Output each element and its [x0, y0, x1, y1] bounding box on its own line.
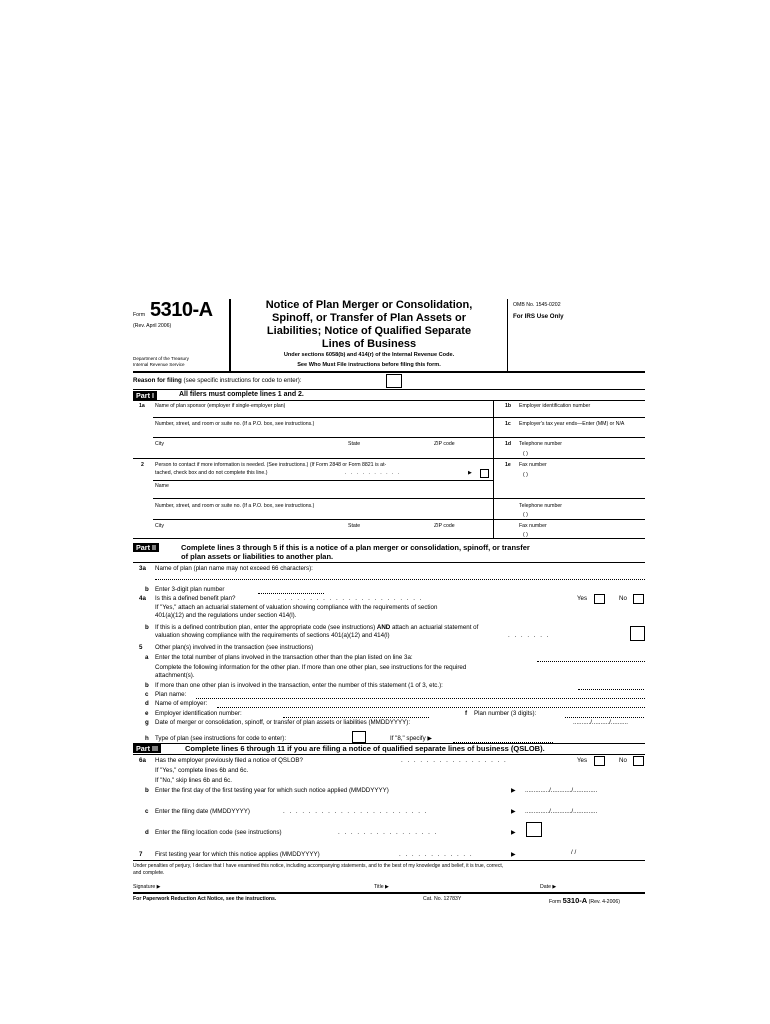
line-1c-number: 1c	[505, 421, 511, 427]
line-6d-leader: . . . . . . . . . . . . . . . .	[338, 829, 438, 836]
form-number: 5310-A	[150, 299, 213, 321]
line-1e-label: Fax number	[519, 462, 547, 468]
line-6c-leader: . . . . . . . . . . . . . . . . . . . . . . .	[283, 808, 428, 815]
contact-name-label: Name	[155, 483, 169, 489]
row-rule	[153, 437, 645, 438]
line-3b-number: b	[145, 586, 149, 593]
perjury-statement-1: Under penalties of perjury, I declare that I have examined this notice, including accompanying statements, and to the best of my knowledge and belief, it is true, correct,	[133, 863, 504, 869]
contact-state-label: State	[348, 523, 361, 529]
arrow-icon: ▶	[468, 470, 472, 476]
contact-fax-area-code: ( )	[523, 532, 528, 538]
line-1e-number: 1e	[505, 462, 511, 468]
contact-phone-area-code: ( )	[523, 512, 528, 518]
line-6d-number: d	[145, 829, 149, 836]
line-4a-instruction-1: If "Yes," attach an actuarial statement of valuation showing compliance with the requirements of section	[155, 604, 438, 611]
title-label: Title ▶	[374, 884, 390, 890]
line-2-label-1: Person to contact if more information is needed. (See instructions.) (If Form 2848 or Form 8821 is at-	[155, 462, 387, 468]
line-3a-label: Name of plan (plan name may not exceed 66 characters):	[155, 565, 313, 572]
form-5310a	[133, 299, 645, 907]
footer-rule	[133, 892, 645, 894]
line-4b-label-2: valuation showing compliance with the requirements of sections 401(a)(12) and 414(l)	[155, 632, 390, 639]
row-rule	[153, 498, 645, 499]
line-4a-yes-label: Yes	[577, 595, 588, 602]
line-5d-field[interactable]	[217, 707, 645, 708]
contact-fax-label: Fax number	[519, 523, 547, 529]
arrow-icon: ▶	[511, 808, 516, 815]
line-6a-no-checkbox[interactable]	[633, 756, 644, 766]
department-label: Department of the Treasury	[133, 356, 189, 361]
row-rule	[153, 480, 493, 481]
form-subtitle-1: Under sections 6058(b) and 414(r) of the Internal Revenue Code.	[283, 352, 455, 358]
line-7-label: First testing year for which this notice applies (MMDDYYYY)	[155, 851, 320, 858]
line-3b-label: Enter 3-digit plan number	[155, 586, 225, 593]
line-1a-label: Name of plan sponsor (employer if single-employer plan)	[155, 403, 286, 409]
line-5-number: 5	[139, 644, 143, 651]
line-2-label-2: tached, check box and do not complete this line.)	[155, 470, 268, 476]
line-7-date-field[interactable]: / /	[571, 849, 577, 856]
line-4b-number: b	[145, 624, 149, 631]
line-5c-field[interactable]	[196, 698, 645, 699]
line-5g-date-field[interactable]: ........../........../..........	[573, 719, 629, 726]
line-5b-field[interactable]	[578, 689, 644, 690]
line-6a-leader: . . . . . . . . . . . . . . . . .	[401, 757, 508, 764]
plan-number-field[interactable]	[258, 593, 324, 594]
line-zip-label: ZIP code	[434, 441, 455, 447]
line-street-label: Number, street, and room or suite no. (If a P.O. box, see instructions.)	[155, 421, 315, 427]
line-1d-label: Telephone number	[519, 441, 562, 447]
part1-bottom-rule	[133, 538, 645, 539]
plan-name-field[interactable]	[155, 579, 645, 580]
date-label: Date ▶	[540, 884, 557, 890]
contact-zip-label: ZIP code	[434, 523, 455, 529]
arrow-icon: ▶	[511, 787, 516, 794]
form-subtitle-2: See Who Must File instructions before filing this form.	[297, 362, 441, 368]
part2-title-2: of plan assets or liabilities to another plan.	[181, 552, 334, 561]
arrow-icon: ▶	[511, 851, 516, 858]
part1-tag: Part I	[133, 391, 157, 400]
line-1a-number: 1a	[139, 403, 145, 409]
paperwork-notice: For Paperwork Reduction Act Notice, see the instructions.	[133, 896, 277, 902]
line-1b-number: 1b	[505, 403, 512, 409]
part2-title-1: Complete lines 3 through 5 if this is a notice of a plan merger or consolidation, spinoff, or transfer	[181, 543, 530, 552]
signature-label: Signature ▶	[133, 884, 161, 890]
catalog-number: Cat. No. 12783Y	[423, 896, 462, 902]
line-6d-label: Enter the filing location code (see instructions)	[155, 829, 282, 836]
line-6b-label: Enter the first day of the first testing year for which such notice applied (MMDDYYYY)	[155, 787, 389, 794]
line-6a-label: Has the employer previously filed a notice of QSLOB?	[155, 757, 303, 764]
line-5e-number: e	[145, 710, 149, 717]
footer-form-label: Form 5310-A (Rev. 4-2006)	[549, 896, 620, 905]
line-6c-number: c	[145, 808, 149, 815]
line-6b-date-field[interactable]: ............../............/..............	[525, 787, 598, 794]
line-5f-number: f	[465, 710, 468, 717]
line-4a-no-label: No	[619, 595, 627, 602]
line-5c-number: c	[145, 691, 149, 698]
line-4a-instruction-2: 401(a)(12) and the regulations under section 414(l).	[155, 612, 297, 619]
phone-area-code: ( )	[523, 451, 528, 457]
line-5f-field[interactable]	[565, 717, 644, 718]
part3-tag: Part III	[133, 744, 161, 753]
row-rule	[153, 519, 645, 520]
line-4a-label: Is this a defined benefit plan?	[155, 595, 236, 602]
form-label: Form	[133, 312, 146, 318]
line-6a-instruction-1: If "Yes," complete lines 6b and 6c.	[155, 767, 249, 774]
line-5c-label: Plan name:	[155, 691, 187, 698]
complete-instruction-2: attachment(s).	[155, 672, 195, 679]
reason-code-box[interactable]	[386, 374, 402, 388]
line-city-label: City	[155, 441, 164, 447]
line-4a-yes-checkbox[interactable]	[594, 594, 605, 604]
line-state-label: State	[348, 441, 361, 447]
line-6d-location-box[interactable]	[526, 822, 542, 837]
contact-city-label: City	[155, 523, 164, 529]
form-2848-checkbox[interactable]	[480, 469, 489, 478]
line-5g-label: Date of merger or consolidation, spinoff, or transfer of plan assets or liabilities (MMDDYYYY):	[155, 719, 411, 726]
arrow-icon: ▶	[511, 829, 516, 836]
line-6a-instruction-2: If "No," skip lines 6b and 6c.	[155, 777, 232, 784]
line-1c-label: Employer's tax year ends—Enter (MM) or N/A	[519, 421, 625, 427]
reason-for-filing: Reason for filing (see specific instructions for code to enter):	[133, 377, 302, 384]
line-4b-leader: . . . . . . .	[508, 632, 550, 639]
part2-tag: Part II	[133, 543, 159, 552]
line-5b-label: If more than one other plan is involved in the transaction, enter the number of this statement (1 of 3, etc.):	[155, 682, 443, 689]
line-6a-yes-checkbox[interactable]	[594, 756, 605, 766]
perjury-statement-2: and complete.	[133, 870, 165, 876]
signature-top-rule	[133, 860, 645, 861]
header-divider-right	[507, 299, 508, 371]
form-revision: (Rev. April 2006)	[133, 323, 172, 329]
part3-title-rule	[133, 754, 645, 755]
line-5g-number: g	[145, 719, 149, 726]
line-5d-number: d	[145, 700, 149, 707]
line-5b-number: b	[145, 682, 149, 689]
line-5a-number: a	[145, 654, 149, 661]
part1-column-divider	[493, 400, 494, 538]
line-4b-label-1: If this is a defined contribution plan, enter the appropriate code (see instructions) AND attach an actuarial statement of	[155, 624, 479, 631]
line-6c-label: Enter the filing date (MMDDYYYY)	[155, 808, 250, 815]
part1-title: All filers must complete lines 1 and 2.	[179, 391, 304, 398]
line-6c-date-field[interactable]: ............../............/..............	[525, 808, 598, 815]
part1-top-rule	[133, 389, 645, 390]
line-5h-label: Type of plan (see instructions for code to enter):	[155, 735, 287, 742]
row-rule	[133, 458, 645, 459]
row-rule	[153, 417, 645, 418]
line-5h-specify-label: If "8," specify ▶	[390, 735, 433, 742]
line-5-label: Other plan(s) involved in the transaction (see instructions)	[155, 644, 314, 651]
line-6a-number: 6a	[139, 757, 146, 764]
fax-area-code: ( )	[523, 472, 528, 478]
line-4b-code-box[interactable]	[630, 626, 645, 641]
line-2-number: 2	[141, 462, 144, 468]
part1-title-rule	[133, 400, 645, 401]
line-5h-code-box[interactable]	[352, 731, 366, 743]
line-5e-label: Employer identification number:	[155, 710, 242, 717]
contact-telephone-label: Telephone number	[519, 503, 562, 509]
line-1b-label: Employer identification number	[519, 403, 591, 409]
irs-label: Internal Revenue Service	[133, 362, 185, 367]
line-3a-number: 3a	[139, 565, 146, 572]
line-5f-label: Plan number (3 digits):	[474, 710, 537, 717]
part3-title: Complete lines 6 through 11 if you are filing a notice of qualified separate lines of business (QSLOB).	[185, 744, 545, 753]
line-5a-label: Enter the total number of plans involved in the transaction other than the plan listed on line 3a:	[155, 654, 413, 661]
irs-use-label: For IRS Use Only	[513, 313, 564, 320]
part2-title-rule	[133, 562, 645, 563]
line-6a-yes-label: Yes	[577, 757, 588, 764]
line-5h-number: h	[145, 735, 149, 742]
line-4a-number: 4a	[139, 595, 146, 602]
line-5e-field[interactable]	[283, 717, 429, 718]
line-4a-leader: . . . . . . . . . . . . . . . . . . . . . . .	[278, 595, 423, 602]
line-2-leader: . . . . . . . . . .	[345, 470, 401, 476]
line-5d-label: Name of employer:	[155, 700, 208, 707]
line-7-number: 7	[139, 851, 143, 858]
line-7-leader: . . . . . . . . . . . .	[399, 851, 474, 858]
line-6a-no-label: No	[619, 757, 627, 764]
line-4a-no-checkbox[interactable]	[633, 594, 644, 604]
header-bottom-rule	[133, 371, 645, 373]
omb-number: OMB No. 1545-0202	[513, 302, 561, 308]
line-6b-number: b	[145, 787, 149, 794]
line-1d-number: 1d	[505, 441, 512, 447]
line-5a-field[interactable]	[537, 661, 645, 662]
complete-instruction-1: Complete the following information for the other plan. If more than one other plan, see instructions for the required	[155, 664, 467, 671]
contact-street-label: Number, street, and room or suite no. (If a P.O. box, see instructions.)	[155, 503, 315, 509]
form-title: Notice of Plan Merger or Consolidation, Spinoff, or Transfer of Plan Assets or Liabilities; Notice of Qualified Separate Lines of Business	[265, 299, 473, 350]
